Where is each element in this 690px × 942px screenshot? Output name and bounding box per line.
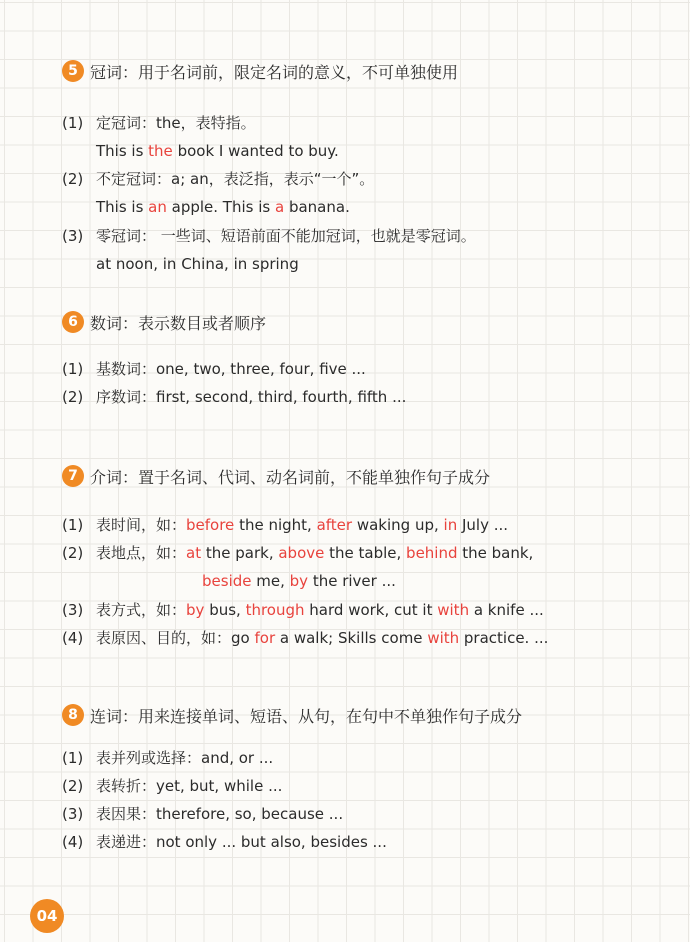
article-zero-example: at noon, in China, in spring [96, 255, 299, 273]
section-number-badge: 6 [62, 311, 84, 333]
preposition-manner: (3) 表方式，如：by bus, through hard work, cut it with a knife ... [62, 601, 544, 619]
article-zero: (3) 零冠词： 一些词、短语前面不能加冠词，也就是零冠词。 [62, 227, 476, 245]
section-number-badge: 5 [62, 60, 84, 82]
article-indefinite: (2) 不定冠词：a; an，表泛指，表示“一个”。 [62, 170, 375, 188]
preposition-place: (2) 表地点，如：at the park, above the table, behind the bank, [62, 544, 534, 562]
conjunction-cause: (3) 表因果：therefore, so, because ... [62, 805, 344, 823]
section-title: 介词：置于名词、代词、动名词前，不能单独作句子成分 [90, 467, 491, 487]
conjunction-contrast: (2) 表转折：yet, but, while ... [62, 777, 283, 795]
conjunction-progressive: (4) 表递进：not only ... but also, besides ... [62, 833, 387, 851]
article-definite: (1) 定冠词：the，表特指。 [62, 114, 256, 132]
preposition-reason: (4) 表原因、目的，如：go for a walk; Skills come with practice. ... [62, 629, 549, 647]
section-conjunctions-heading [62, 700, 522, 730]
section-numerals-heading [62, 307, 266, 337]
section-number-badge: 8 [62, 704, 84, 726]
article-indefinite-example: This is an apple. This is a banana. [96, 198, 350, 216]
section-title: 冠词：用于名词前，限定名词的意义，不可单独使用 [90, 62, 459, 82]
preposition-time: (1) 表时间，如：before the night, after waking up, in July ... [62, 516, 509, 534]
section-number-badge: 7 [62, 465, 84, 487]
section-prepositions-heading [62, 461, 490, 491]
article-definite-example: This is the book I wanted to buy. [96, 142, 339, 160]
section-title: 数词：表示数目或者顺序 [90, 313, 267, 333]
section-articles-heading [62, 56, 458, 86]
numeral-ordinal: (2) 序数词：first, second, third, fourth, fifth ... [62, 388, 407, 406]
section-title: 连词：用来连接单词、短语、从句，在句中不单独作句子成分 [90, 706, 523, 726]
page-number-badge: 04 [30, 899, 64, 933]
preposition-place-continued: beside me, by the river ... [202, 572, 396, 590]
conjunction-coordinate: (1) 表并列或选择：and, or ... [62, 749, 274, 767]
numeral-cardinal: (1) 基数词：one, two, three, four, five ... [62, 360, 366, 378]
